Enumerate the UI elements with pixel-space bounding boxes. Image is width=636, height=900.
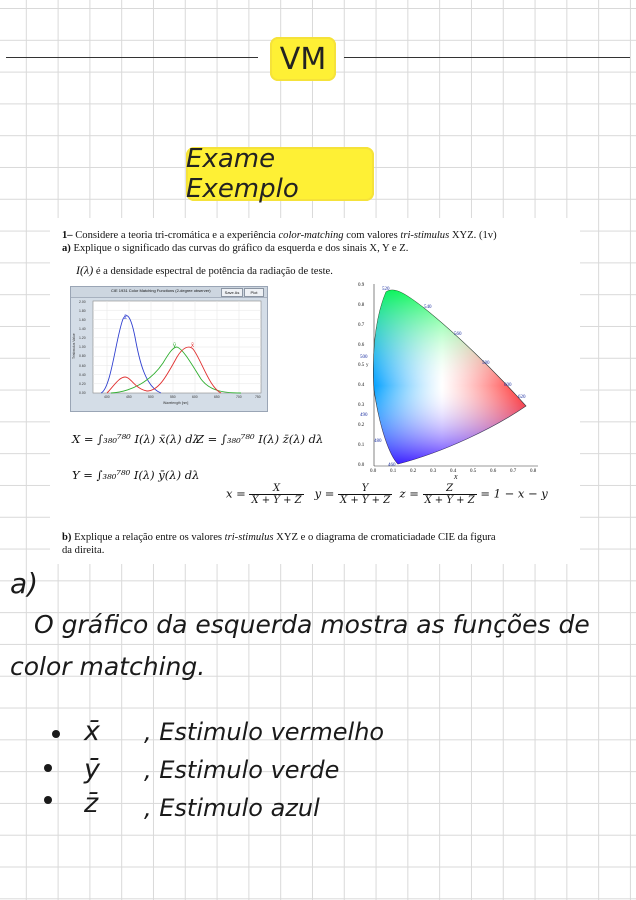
cie-xtick: 0.1 xyxy=(390,469,397,474)
notes-symbol-z: z̄ xyxy=(84,788,99,819)
wl-480: 480 xyxy=(374,439,382,444)
cmf-ytick: 2.00 xyxy=(79,300,86,304)
cmf-ylabel: Tristimulus Value xyxy=(72,333,76,359)
wl-520: 520 xyxy=(382,287,390,292)
cmf-xtick: 400 xyxy=(104,395,110,399)
wl-460: 460 xyxy=(388,463,396,468)
cmf-xtick: 500 xyxy=(148,395,154,399)
initials-highlight xyxy=(270,37,336,81)
cie-ylabel: y xyxy=(366,363,369,368)
cmf-ytick: 1.40 xyxy=(79,327,86,331)
cmf-label-y: ȳ xyxy=(173,343,176,349)
cie-ytick: 0.9 xyxy=(358,283,365,288)
cie-xtick: 0.6 xyxy=(490,469,497,474)
cie-ytick: 0.6 xyxy=(358,343,365,348)
cmf-chart xyxy=(71,297,267,410)
cmf-label-x: x̄ xyxy=(191,343,194,349)
cmf-window xyxy=(70,286,268,412)
cmf-ytick: 0.00 xyxy=(79,391,86,395)
wl-540: 540 xyxy=(424,305,432,310)
cmf-ytick: 1.00 xyxy=(79,345,86,349)
formula-X: X = ∫₃₈₀⁷⁸⁰ I(λ) x̄(λ) dλ xyxy=(72,432,200,446)
cie-xtick: 0.4 xyxy=(450,469,457,474)
bullet-dot xyxy=(44,764,52,772)
question-a: a) Explique o significado das curvas do gráfico da esquerda e dos sinais X, Y e Z. xyxy=(62,243,409,254)
cmf-label-z: z̄ xyxy=(124,315,127,321)
cie-xtick: 0.5 xyxy=(470,469,477,474)
question-line-1: 1– Considere a teoria tri-cromática e a experiência color-matching com valores tri-stimulus XYZ. (1v) xyxy=(62,230,497,241)
formula-chromaticity: x = $\frac{X}{X + Y + Z}$ y = $\frac{Y}{X + Y + Z}$ z = $\frac{Z}{X + Y + Z}$ = 1 − x − y xyxy=(226,483,548,506)
cmf-xlabel: Wavelength [nm] xyxy=(163,401,189,405)
cie-xlabel: x xyxy=(454,472,458,481)
cie-ytick: 0.7 xyxy=(358,323,365,328)
notes-symbol-y: ȳ xyxy=(84,754,100,785)
cie-ytick: 0.4 xyxy=(358,383,365,388)
wl-490: 490 xyxy=(360,413,368,418)
wl-580: 580 xyxy=(482,361,490,366)
cie-xtick: 0.7 xyxy=(510,469,517,474)
cmf-ytick: 1.80 xyxy=(79,309,86,313)
cmf-ytick: 0.20 xyxy=(79,382,86,386)
title-highlight xyxy=(186,144,374,204)
cmf-xtick: 650 xyxy=(214,395,220,399)
notes-symbol-x: x̄ xyxy=(84,716,100,747)
cie-ytick: 0.2 xyxy=(358,423,365,428)
notes-a-label: a) xyxy=(10,567,39,600)
cmf-xtick: 550 xyxy=(170,395,176,399)
formula-Y: Y = ∫₃₈₀⁷⁸⁰ I(λ) ȳ(λ) dλ xyxy=(72,468,200,482)
density-note: I(λ) é a densidade espectral de potência da radiação de teste. xyxy=(76,263,333,277)
cie-xtick: 0.3 xyxy=(430,469,437,474)
cie-diagram xyxy=(354,280,544,474)
cie-ytick: 0.5 xyxy=(358,363,365,368)
cie-xtick: 0.2 xyxy=(410,469,417,474)
cie-ytick: 0.1 xyxy=(358,443,365,448)
bullet-dot xyxy=(44,796,52,804)
wl-560: 560 xyxy=(454,332,462,337)
notes-item-y: , Estimulo verde xyxy=(144,756,340,784)
cmf-xtick: 750 xyxy=(255,395,261,399)
cmf-ytick: 1.60 xyxy=(79,318,86,322)
header-rule-left xyxy=(6,57,258,58)
cmf-xtick: 450 xyxy=(126,395,132,399)
question-b: b) Explique a relação entre os valores tri-stimulus XYZ e o diagrama de cromaticiadade CIE da figura da direita. xyxy=(62,532,496,556)
cmf-titlebar: CIE 1931 Color Matching Functions (2-degree observer) Save As Plot xyxy=(71,287,267,298)
exam-title: Exame Exemplo xyxy=(186,144,299,204)
wl-500: 500 xyxy=(360,355,368,360)
formula-Z: Z = ∫₃₈₀⁷⁸⁰ I(λ) z̄(λ) dλ xyxy=(196,432,324,446)
cie-ytick: 0.8 xyxy=(358,303,365,308)
wl-600: 600 xyxy=(504,383,512,388)
cmf-ytick: 0.80 xyxy=(79,354,86,358)
cmf-xtick: 700 xyxy=(236,395,242,399)
wl-620: 620 xyxy=(518,395,526,400)
cie-xtick: 0.0 xyxy=(370,469,377,474)
cie-ytick: 0.3 xyxy=(358,403,365,408)
initials: VM xyxy=(279,41,327,77)
cie-ytick: 0.0 xyxy=(358,463,365,468)
cie-xtick: 0.8 xyxy=(530,469,537,474)
cmf-ytick: 0.40 xyxy=(79,373,86,377)
bullet-dot xyxy=(52,730,60,738)
notes-line-2: color matching. xyxy=(10,652,206,681)
notes-line-1: O gráfico da esquerda mostra as funções de xyxy=(34,610,590,639)
cmf-ytick: 0.60 xyxy=(79,364,86,368)
notes-item-x: , Estimulo vermelho xyxy=(144,718,385,746)
cmf-xtick: 600 xyxy=(192,395,198,399)
header-rule-right xyxy=(344,57,630,58)
cmf-save-button[interactable]: Save As xyxy=(221,288,243,297)
notes-item-z: , Estimulo azul xyxy=(144,794,320,822)
cmf-plot-button[interactable]: Plot xyxy=(244,288,264,297)
cmf-ytick: 1.20 xyxy=(79,336,86,340)
